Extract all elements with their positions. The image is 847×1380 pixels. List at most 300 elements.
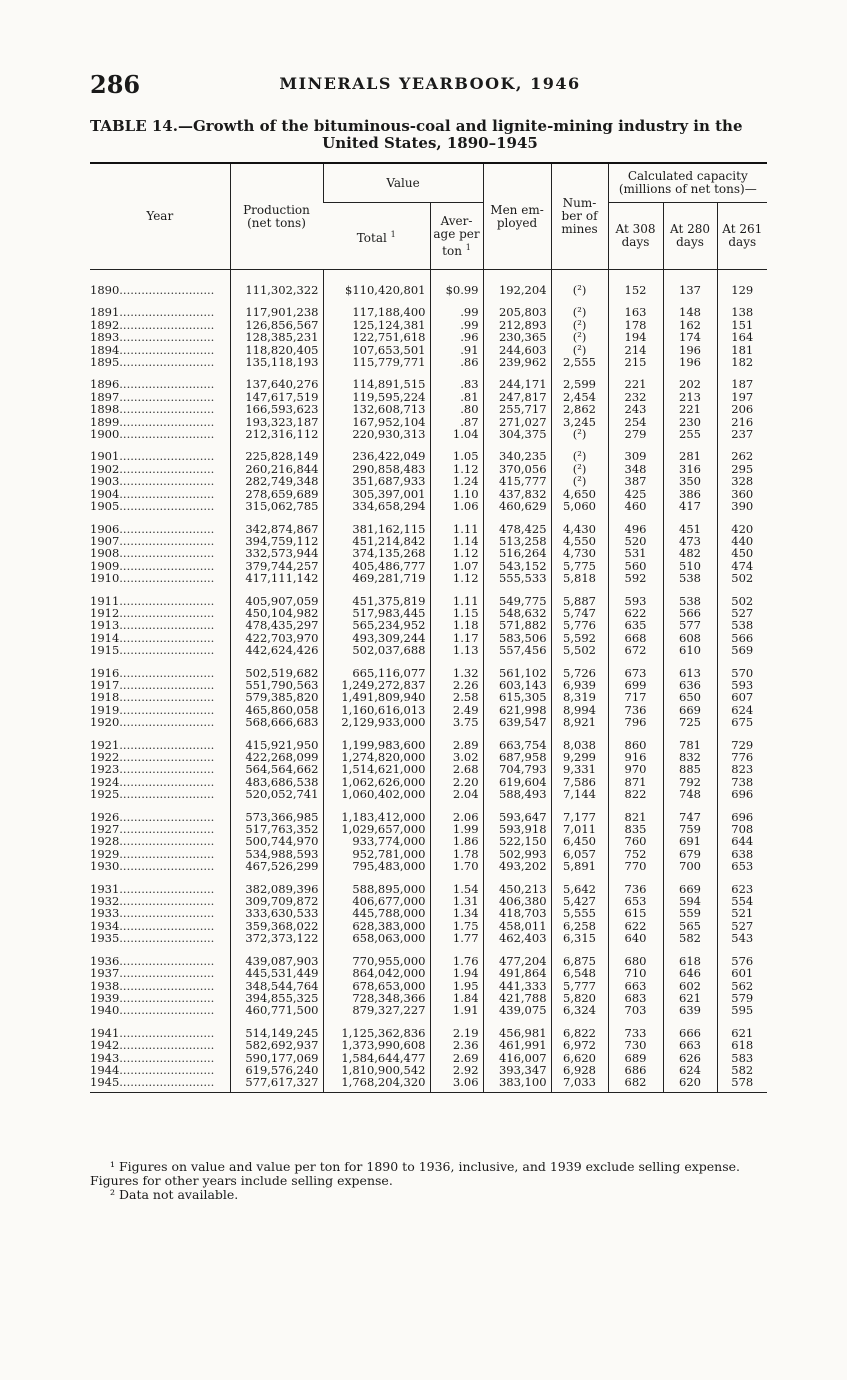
cell-number-of-mines: 5,818 bbox=[551, 572, 608, 584]
cell-value-total: 1,183,412,000 bbox=[323, 811, 430, 823]
year-label: 1930 bbox=[90, 860, 120, 873]
cell-capacity-261: 502 bbox=[717, 572, 767, 584]
cell-number-of-mines: (²) bbox=[551, 344, 608, 356]
leader-dots: .......................... bbox=[119, 847, 215, 861]
cell-men-employed: 421,788 bbox=[483, 992, 551, 1004]
cell-production: 128,385,231 bbox=[230, 331, 323, 343]
cell-year bbox=[90, 907, 230, 919]
spacer-cell bbox=[90, 729, 230, 739]
header-average-footnote: 1 bbox=[465, 242, 471, 252]
cell-number-of-mines: 9,299 bbox=[551, 751, 608, 763]
cell-year bbox=[90, 572, 230, 584]
spacer-cell bbox=[663, 270, 717, 285]
year-label: 1941 bbox=[90, 1026, 120, 1040]
spacer-row bbox=[90, 729, 767, 739]
table-row bbox=[90, 607, 767, 619]
cell-capacity-280: 510 bbox=[663, 560, 717, 572]
cell-production: 212,316,112 bbox=[230, 428, 323, 440]
year-label: 1906 bbox=[90, 522, 120, 535]
cell-men-employed: 593,647 bbox=[483, 811, 551, 823]
cell-number-of-mines: (²) bbox=[551, 319, 608, 331]
cell-production: 118,820,405 bbox=[230, 344, 323, 356]
cell-capacity-261: 638 bbox=[717, 848, 767, 860]
cell-value-average: .81 bbox=[430, 391, 483, 403]
cell-capacity-280: 646 bbox=[663, 967, 717, 979]
header-year: Year bbox=[146, 209, 174, 223]
year-label: 1923 bbox=[90, 763, 120, 776]
cell-year bbox=[90, 788, 230, 800]
cell-capacity-280: 582 bbox=[663, 932, 717, 944]
cell-production: 573,366,985 bbox=[230, 811, 323, 823]
cell-capacity-280: 538 bbox=[663, 595, 717, 607]
table-row bbox=[90, 450, 767, 462]
leader-dots: .......................... bbox=[119, 403, 215, 416]
table-row bbox=[90, 632, 767, 644]
cell-men-employed: 192,204 bbox=[483, 284, 551, 296]
cell-year bbox=[90, 356, 230, 368]
cell-capacity-261: 601 bbox=[717, 967, 767, 979]
cell-men-employed: 491,864 bbox=[483, 967, 551, 979]
leader-dots: .......................... bbox=[119, 534, 215, 548]
cell-year bbox=[90, 391, 230, 403]
year-label: 1904 bbox=[90, 487, 120, 501]
cell-number-of-mines: 4,730 bbox=[551, 547, 608, 559]
cell-year bbox=[90, 331, 230, 343]
cell-capacity-261: 738 bbox=[717, 776, 767, 788]
cell-value-total: 1,199,983,600 bbox=[323, 739, 430, 751]
cell-value-total: 445,788,000 bbox=[323, 907, 430, 919]
cell-year bbox=[90, 1052, 230, 1064]
cell-number-of-mines: 7,144 bbox=[551, 788, 608, 800]
cell-capacity-261: 187 bbox=[717, 378, 767, 390]
year-label: 1899 bbox=[90, 415, 120, 429]
cell-production: 564,564,662 bbox=[230, 763, 323, 775]
cell-value-total: 334,658,294 bbox=[323, 500, 430, 512]
cell-men-employed: 415,777 bbox=[483, 475, 551, 487]
cell-capacity-261: 206 bbox=[717, 403, 767, 415]
cell-capacity-308: 615 bbox=[608, 907, 663, 919]
cell-production: 111,302,322 bbox=[230, 284, 323, 296]
cell-year bbox=[90, 547, 230, 559]
year-label: 1938 bbox=[90, 979, 120, 992]
cell-production: 309,709,872 bbox=[230, 895, 323, 907]
cell-production: 577,617,327 bbox=[230, 1076, 323, 1092]
cell-production: 126,856,567 bbox=[230, 319, 323, 331]
footnote-1: ¹ Figures on value and value per ton for 1890 to 1936, inclusive, and 1939 exclude selling expense. Figures for other years include selling expense. bbox=[90, 1159, 741, 1188]
cell-capacity-261: 675 bbox=[717, 716, 767, 728]
cell-capacity-280: 610 bbox=[663, 644, 717, 656]
cell-capacity-261: 216 bbox=[717, 416, 767, 428]
table-row bbox=[90, 428, 767, 440]
cell-production: 260,216,844 bbox=[230, 463, 323, 475]
cell-men-employed: 557,456 bbox=[483, 644, 551, 656]
cell-value-total: 864,042,000 bbox=[323, 967, 430, 979]
cell-production: 439,087,903 bbox=[230, 955, 323, 967]
cell-capacity-261: 197 bbox=[717, 391, 767, 403]
year-label: 1911 bbox=[90, 594, 120, 607]
header-average-label: Aver-age per ton bbox=[433, 213, 480, 258]
cell-men-employed: 619,604 bbox=[483, 776, 551, 788]
cell-value-average: 1.95 bbox=[430, 980, 483, 992]
table-row bbox=[90, 967, 767, 979]
cell-number-of-mines: 5,891 bbox=[551, 860, 608, 872]
table-row bbox=[90, 920, 767, 932]
cell-capacity-280: 350 bbox=[663, 475, 717, 487]
table-row bbox=[90, 704, 767, 716]
leader-dots: .......................... bbox=[119, 691, 215, 704]
cell-value-total: 1,373,990,608 bbox=[323, 1039, 430, 1051]
cell-capacity-280: 669 bbox=[663, 883, 717, 895]
cell-capacity-308: 152 bbox=[608, 284, 663, 296]
cell-value-total: 1,810,900,542 bbox=[323, 1064, 430, 1076]
cell-number-of-mines: 6,324 bbox=[551, 1004, 608, 1016]
leader-dots: .......................... bbox=[119, 751, 215, 764]
cell-capacity-261: 607 bbox=[717, 691, 767, 703]
cell-capacity-280: 196 bbox=[663, 344, 717, 356]
cell-capacity-308: 733 bbox=[608, 1027, 663, 1039]
cell-capacity-261: 583 bbox=[717, 1052, 767, 1064]
cell-value-average: 2.69 bbox=[430, 1052, 483, 1064]
cell-production: 579,385,820 bbox=[230, 691, 323, 703]
cell-year bbox=[90, 751, 230, 763]
cell-capacity-261: 262 bbox=[717, 450, 767, 462]
leader-dots: .......................... bbox=[119, 450, 215, 463]
cell-value-total: 517,983,445 bbox=[323, 607, 430, 619]
cell-year bbox=[90, 691, 230, 703]
table-row bbox=[90, 547, 767, 559]
table-row bbox=[90, 992, 767, 1004]
cell-value-total: 107,653,501 bbox=[323, 344, 430, 356]
header-capacity-group: Calculated capacity (millions of net tons)— bbox=[608, 163, 767, 203]
table-row bbox=[90, 980, 767, 992]
cell-year bbox=[90, 319, 230, 331]
cell-number-of-mines: 6,939 bbox=[551, 679, 608, 691]
header-men-employed: Men em-ployed bbox=[483, 163, 551, 270]
cell-capacity-308: 387 bbox=[608, 475, 663, 487]
cell-value-average: 1.84 bbox=[430, 992, 483, 1004]
table-row bbox=[90, 679, 767, 691]
cell-value-total: 770,955,000 bbox=[323, 955, 430, 967]
cell-value-average: 1.12 bbox=[430, 572, 483, 584]
header-value-group: Value bbox=[323, 163, 483, 203]
year-label: 1903 bbox=[90, 475, 120, 488]
cell-value-average: 2.58 bbox=[430, 691, 483, 703]
leader-dots: .......................... bbox=[119, 547, 215, 560]
cell-production: 405,907,059 bbox=[230, 595, 323, 607]
leader-dots: .......................... bbox=[119, 343, 215, 357]
cell-number-of-mines: 7,033 bbox=[551, 1076, 608, 1092]
header-cap-280: At 280 days bbox=[663, 203, 717, 270]
cell-men-employed: 247,817 bbox=[483, 391, 551, 403]
year-label: 1893 bbox=[90, 331, 120, 344]
cell-capacity-261: 521 bbox=[717, 907, 767, 919]
cell-men-employed: 561,102 bbox=[483, 667, 551, 679]
table-row bbox=[90, 691, 767, 703]
table-row bbox=[90, 1076, 767, 1092]
cell-capacity-308: 752 bbox=[608, 848, 663, 860]
cell-capacity-280: 316 bbox=[663, 463, 717, 475]
cell-capacity-308: 640 bbox=[608, 932, 663, 944]
cell-production: 422,268,099 bbox=[230, 751, 323, 763]
cell-capacity-261: 328 bbox=[717, 475, 767, 487]
year-label: 1926 bbox=[90, 810, 120, 824]
cell-number-of-mines: (²) bbox=[551, 463, 608, 475]
leader-dots: .......................... bbox=[119, 860, 215, 873]
cell-number-of-mines: (²) bbox=[551, 284, 608, 296]
cell-number-of-mines: 8,319 bbox=[551, 691, 608, 703]
cell-capacity-261: 440 bbox=[717, 535, 767, 547]
cell-value-average: 1.54 bbox=[430, 883, 483, 895]
cell-year bbox=[90, 920, 230, 932]
year-label: 1934 bbox=[90, 919, 120, 933]
cell-capacity-280: 759 bbox=[663, 823, 717, 835]
year-label: 1936 bbox=[90, 954, 120, 968]
cell-capacity-261: 527 bbox=[717, 920, 767, 932]
cell-capacity-308: 653 bbox=[608, 895, 663, 907]
cell-capacity-280: 417 bbox=[663, 500, 717, 512]
cell-value-total: 114,891,515 bbox=[323, 378, 430, 390]
year-label: 1909 bbox=[90, 559, 120, 573]
spacer-cell bbox=[608, 270, 663, 285]
year-label: 1896 bbox=[90, 378, 120, 391]
leader-dots: .......................... bbox=[119, 954, 215, 968]
cell-capacity-308: 635 bbox=[608, 619, 663, 631]
leader-dots: .......................... bbox=[119, 631, 215, 645]
cell-capacity-280: 613 bbox=[663, 667, 717, 679]
cell-value-average: 1.11 bbox=[430, 523, 483, 535]
header-cap-308: At 308 days bbox=[608, 203, 663, 270]
cell-capacity-261: 164 bbox=[717, 331, 767, 343]
cell-men-employed: 555,533 bbox=[483, 572, 551, 584]
cell-value-average: .87 bbox=[430, 416, 483, 428]
cell-capacity-280: 636 bbox=[663, 679, 717, 691]
cell-production: 394,855,325 bbox=[230, 992, 323, 1004]
cell-capacity-261: 502 bbox=[717, 595, 767, 607]
page-header bbox=[90, 70, 770, 100]
year-label: 1914 bbox=[90, 631, 120, 645]
table-row bbox=[90, 739, 767, 751]
cell-capacity-308: 663 bbox=[608, 980, 663, 992]
cell-capacity-280: 213 bbox=[663, 391, 717, 403]
cell-men-employed: 340,235 bbox=[483, 450, 551, 462]
cell-production: 135,118,193 bbox=[230, 356, 323, 368]
cell-capacity-308: 279 bbox=[608, 428, 663, 440]
cell-capacity-261: 543 bbox=[717, 932, 767, 944]
cell-value-average: .99 bbox=[430, 306, 483, 318]
leader-dots: .......................... bbox=[119, 763, 215, 776]
cell-value-average: .83 bbox=[430, 378, 483, 390]
table-row bbox=[90, 788, 767, 800]
cell-number-of-mines: 2,862 bbox=[551, 403, 608, 415]
cell-value-average: 1.13 bbox=[430, 644, 483, 656]
cell-value-average: 1.86 bbox=[430, 835, 483, 847]
year-label: 1939 bbox=[90, 991, 120, 1005]
table-row bbox=[90, 416, 767, 428]
cell-capacity-261: 538 bbox=[717, 619, 767, 631]
leader-dots: .......................... bbox=[119, 1076, 215, 1090]
cell-capacity-308: 668 bbox=[608, 632, 663, 644]
leader-dots: .......................... bbox=[119, 1051, 215, 1064]
cell-year bbox=[90, 1027, 230, 1039]
cell-capacity-261: 554 bbox=[717, 895, 767, 907]
cell-capacity-261: 182 bbox=[717, 356, 767, 368]
cell-value-total: 290,858,483 bbox=[323, 463, 430, 475]
cell-number-of-mines: 5,820 bbox=[551, 992, 608, 1004]
cell-men-employed: 477,204 bbox=[483, 955, 551, 967]
cell-men-employed: 588,493 bbox=[483, 788, 551, 800]
cell-value-total: 728,348,366 bbox=[323, 992, 430, 1004]
cell-capacity-308: 736 bbox=[608, 883, 663, 895]
cell-men-employed: 205,803 bbox=[483, 306, 551, 318]
year-label: 1942 bbox=[90, 1039, 120, 1052]
cell-year bbox=[90, 560, 230, 572]
cell-capacity-280: 885 bbox=[663, 763, 717, 775]
cell-men-employed: 516,264 bbox=[483, 547, 551, 559]
cell-value-average: 1.14 bbox=[430, 535, 483, 547]
cell-production: 225,828,149 bbox=[230, 450, 323, 462]
cell-value-total: 628,383,000 bbox=[323, 920, 430, 932]
cell-value-average: 2.04 bbox=[430, 788, 483, 800]
cell-value-average: 1.17 bbox=[430, 632, 483, 644]
cell-value-total: 351,687,933 bbox=[323, 475, 430, 487]
cell-capacity-261: 151 bbox=[717, 319, 767, 331]
cell-capacity-280: 725 bbox=[663, 716, 717, 728]
cell-value-average: .86 bbox=[430, 356, 483, 368]
cell-capacity-261: 578 bbox=[717, 1076, 767, 1092]
leader-dots: .......................... bbox=[119, 522, 215, 535]
cell-men-employed: 543,152 bbox=[483, 560, 551, 572]
cell-capacity-261: 562 bbox=[717, 980, 767, 992]
cell-men-employed: 239,962 bbox=[483, 356, 551, 368]
cell-number-of-mines: 7,177 bbox=[551, 811, 608, 823]
cell-production: 590,177,069 bbox=[230, 1052, 323, 1064]
cell-year bbox=[90, 992, 230, 1004]
leader-dots: .......................... bbox=[119, 835, 215, 848]
cell-number-of-mines: 5,427 bbox=[551, 895, 608, 907]
cell-men-employed: 383,100 bbox=[483, 1076, 551, 1092]
cell-value-total: 381,162,115 bbox=[323, 523, 430, 535]
cell-capacity-261: 644 bbox=[717, 835, 767, 847]
year-label: 1918 bbox=[90, 691, 120, 704]
cell-number-of-mines: 6,258 bbox=[551, 920, 608, 932]
spacer-cell bbox=[323, 270, 430, 285]
spacer-cell bbox=[717, 270, 767, 285]
cell-number-of-mines: 2,555 bbox=[551, 356, 608, 368]
cell-value-total: 125,124,381 bbox=[323, 319, 430, 331]
cell-capacity-261: 390 bbox=[717, 500, 767, 512]
cell-capacity-308: 215 bbox=[608, 356, 663, 368]
cell-capacity-280: 663 bbox=[663, 1039, 717, 1051]
table-row bbox=[90, 823, 767, 835]
leader-dots: .......................... bbox=[119, 356, 215, 369]
year-label: 1908 bbox=[90, 547, 120, 560]
cell-value-total: 1,514,621,000 bbox=[323, 763, 430, 775]
cell-men-employed: 418,703 bbox=[483, 907, 551, 919]
spacer-row bbox=[90, 801, 767, 811]
leader-dots: .......................... bbox=[119, 919, 215, 933]
cell-men-employed: 583,506 bbox=[483, 632, 551, 644]
cell-men-employed: 255,717 bbox=[483, 403, 551, 415]
cell-number-of-mines: 6,928 bbox=[551, 1064, 608, 1076]
cell-value-average: 1.76 bbox=[430, 955, 483, 967]
table-row bbox=[90, 811, 767, 823]
cell-men-employed: 458,011 bbox=[483, 920, 551, 932]
cell-capacity-280: 202 bbox=[663, 378, 717, 390]
cell-capacity-261: 653 bbox=[717, 860, 767, 872]
cell-value-average: 1.77 bbox=[430, 932, 483, 944]
spacer-cell bbox=[551, 513, 608, 523]
cell-year bbox=[90, 344, 230, 356]
cell-number-of-mines: 4,650 bbox=[551, 488, 608, 500]
cell-men-employed: 478,425 bbox=[483, 523, 551, 535]
cell-production: 193,323,187 bbox=[230, 416, 323, 428]
cell-men-employed: 393,347 bbox=[483, 1064, 551, 1076]
cell-value-total: 406,677,000 bbox=[323, 895, 430, 907]
cell-production: 465,860,058 bbox=[230, 704, 323, 716]
cell-capacity-261: 623 bbox=[717, 883, 767, 895]
cell-capacity-280: 577 bbox=[663, 619, 717, 631]
cell-men-employed: 704,793 bbox=[483, 763, 551, 775]
cell-value-total: 167,952,104 bbox=[323, 416, 430, 428]
cell-year bbox=[90, 403, 230, 415]
cell-year bbox=[90, 1064, 230, 1076]
year-label: 1912 bbox=[90, 606, 120, 620]
cell-capacity-261: 624 bbox=[717, 704, 767, 716]
cell-year bbox=[90, 776, 230, 788]
leader-dots: .......................... bbox=[119, 559, 215, 573]
cell-value-average: 1.99 bbox=[430, 823, 483, 835]
year-label: 1924 bbox=[90, 775, 120, 789]
cell-value-average: 2.49 bbox=[430, 704, 483, 716]
table-body bbox=[90, 270, 767, 1093]
leader-dots: .......................... bbox=[119, 823, 215, 836]
cell-capacity-261: 570 bbox=[717, 667, 767, 679]
table-row bbox=[90, 306, 767, 318]
cell-capacity-280: 781 bbox=[663, 739, 717, 751]
cell-value-total: 879,327,227 bbox=[323, 1004, 430, 1016]
cell-number-of-mines: 7,011 bbox=[551, 823, 608, 835]
cell-capacity-308: 680 bbox=[608, 955, 663, 967]
cell-number-of-mines: 2,599 bbox=[551, 378, 608, 390]
cell-production: 278,659,689 bbox=[230, 488, 323, 500]
cell-value-total: 305,397,001 bbox=[323, 488, 430, 500]
cell-capacity-280: 594 bbox=[663, 895, 717, 907]
cell-capacity-280: 620 bbox=[663, 1076, 717, 1092]
year-label: 1905 bbox=[90, 500, 120, 513]
spacer-cell bbox=[90, 368, 230, 378]
year-label: 1894 bbox=[90, 343, 120, 357]
table-row bbox=[90, 378, 767, 390]
cell-number-of-mines: (²) bbox=[551, 475, 608, 487]
cell-capacity-308: 622 bbox=[608, 920, 663, 932]
cell-year bbox=[90, 716, 230, 728]
spacer-cell bbox=[430, 513, 483, 523]
cell-number-of-mines: 6,548 bbox=[551, 967, 608, 979]
year-label: 1895 bbox=[90, 356, 120, 369]
year-label: 1937 bbox=[90, 967, 120, 980]
table-row bbox=[90, 835, 767, 847]
leader-dots: .......................... bbox=[119, 932, 215, 945]
year-label: 1945 bbox=[90, 1076, 120, 1090]
spacer-cell bbox=[323, 513, 430, 523]
leader-dots: .......................... bbox=[119, 666, 215, 679]
cell-capacity-308: 871 bbox=[608, 776, 663, 788]
leader-dots: .......................... bbox=[119, 895, 215, 908]
cell-men-employed: 441,333 bbox=[483, 980, 551, 992]
year-label: 1913 bbox=[90, 619, 120, 632]
cell-capacity-280: 473 bbox=[663, 535, 717, 547]
spacer-row bbox=[90, 368, 767, 378]
